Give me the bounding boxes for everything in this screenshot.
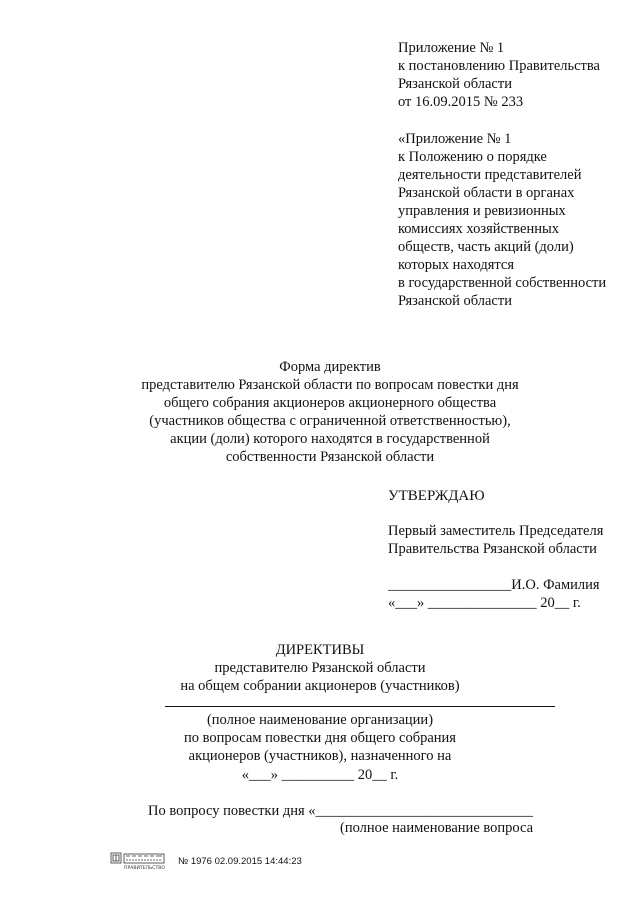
approval-heading: УТВЕРЖДАЮ (388, 488, 485, 504)
form-title-line: общего собрания акционеров акционерного общества (163, 395, 497, 411)
approval-position-line: Первый заместитель Председателя (388, 523, 604, 539)
appendix-header-line: от 16.09.2015 № 233 (398, 94, 524, 110)
directives-subtitle-line: на общем собрании акционеров (участников) (180, 678, 460, 694)
appendix-quote-line: Рязанской области (398, 293, 512, 309)
form-title (140, 358, 520, 466)
appendix-header-line: Рязанской области (398, 76, 512, 92)
appendix-quote-line: которых находятся (398, 257, 515, 273)
appendix-quote-line: Рязанской области в органах (398, 185, 575, 201)
appendix-quote-line: обществ, часть акций (доли) (398, 239, 574, 255)
form-title-line: собственности Рязанской области (225, 449, 435, 465)
form-title-line: (участников общества с ограниченной ответственностью), (149, 413, 511, 429)
meeting-text-line: по вопросам повестки дня общего собрания (184, 730, 456, 746)
meeting-text-line: акционеров (участников), назначенного на (188, 748, 452, 764)
appendix-header-line: Приложение № 1 (398, 40, 505, 56)
appendix-quote-line: комиссиях хозяйственных (398, 221, 559, 237)
appendix-quote-line: деятельности представителей (398, 167, 582, 183)
appendix-header-line: к постановлению Правительства (398, 58, 600, 74)
agenda-question-line: По вопросу повестки дня «______________________________ (148, 803, 534, 819)
meeting-text (0, 729, 640, 765)
directives-subtitle (0, 659, 640, 695)
form-title-line: Форма директив (279, 359, 381, 375)
directives-subtitle-line: представителю Рязанской области (214, 660, 426, 676)
directives-title: ДИРЕКТИВЫ (275, 642, 365, 658)
government-stamp-icon (110, 852, 168, 870)
form-title-line: акции (доли) которого находятся в государственной (170, 431, 490, 447)
appendix-quote-line: управления и ревизионных (398, 203, 566, 219)
agenda-question-caption: (полное наименование вопроса (340, 820, 534, 836)
approval-position-line: Правительства Рязанской области (388, 541, 597, 557)
organization-name-rule (165, 706, 555, 707)
appendix-quote-line: в государственной собственности (398, 275, 607, 291)
stamp-label: ПРАВИТЕЛЬСТВО (124, 866, 166, 870)
appendix-header (398, 39, 600, 111)
appendix-quote (398, 130, 606, 310)
appendix-quote-line: к Положению о порядке (398, 149, 547, 165)
registration-number: № 1976 02.09.2015 14:44:23 (178, 856, 302, 867)
approval-position (388, 522, 603, 558)
organization-caption: (полное наименование организации) (206, 712, 434, 728)
appendix-quote-line: «Приложение № 1 (398, 131, 512, 147)
approval-signature-line: _________________И.О. Фамилия (388, 577, 600, 593)
meeting-date-line: «___» __________ 20__ г. (241, 767, 399, 783)
form-title-line: представителю Рязанской области по вопросам повестки дня (141, 377, 519, 393)
approval-date-line: «___» _______________ 20__ г. (388, 595, 581, 611)
